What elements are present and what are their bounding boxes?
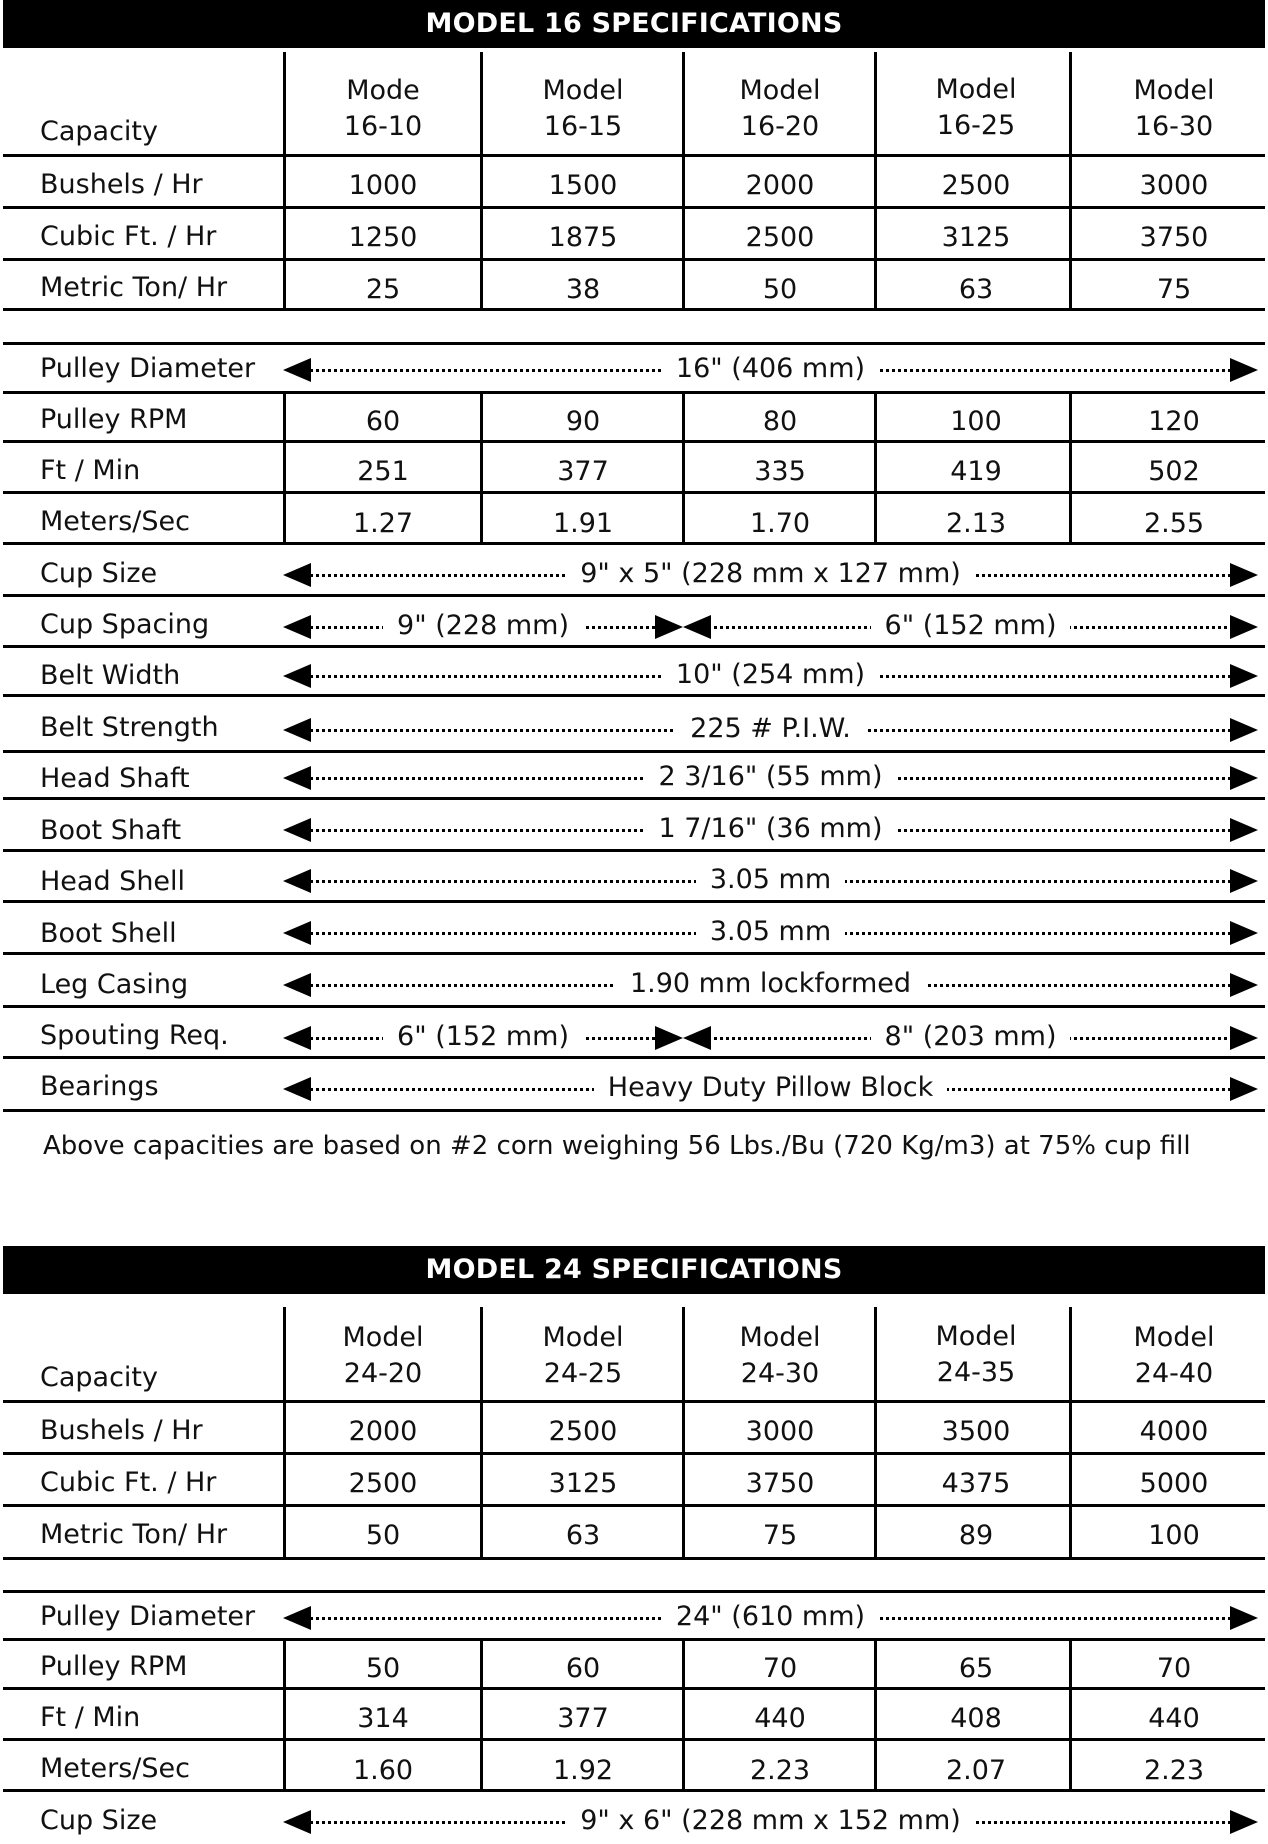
col-divider [480, 1638, 483, 1789]
row-rule [3, 1005, 1265, 1008]
row-rule [3, 308, 1265, 311]
row-label: Ft / Min [40, 455, 141, 486]
table-cell: 1.91 [552, 508, 614, 539]
table-cell: 1.27 [352, 508, 414, 539]
table-cell: 440 [754, 1703, 806, 1734]
row-rule [3, 1504, 1265, 1507]
table-cell: 50 [365, 1653, 401, 1684]
table-cell: 377 [557, 1703, 609, 1734]
col-divider [480, 391, 483, 542]
model-header: Model 24-20 [342, 1322, 424, 1389]
model-header: Model 16-20 [739, 75, 821, 142]
table-cell: 419 [950, 456, 1002, 487]
row-label: Spouting Req. [40, 1020, 229, 1051]
row-rule [3, 154, 1265, 157]
table-cell: 3500 [941, 1416, 1011, 1447]
table-cell: 1.60 [352, 1755, 414, 1786]
row-label: Meters/Sec [40, 1753, 190, 1784]
table-cell: 408 [950, 1703, 1002, 1734]
table-cell: 2.13 [945, 508, 1007, 539]
span-value: 16" (406 mm) [283, 355, 1258, 385]
row-rule [3, 750, 1265, 753]
row-rule [3, 391, 1265, 394]
row-label: Belt Strength [40, 712, 219, 743]
col-divider [283, 1307, 286, 1558]
table-cell: 1500 [548, 170, 618, 201]
model-header: Model 24-25 [542, 1322, 624, 1389]
row-rule [3, 206, 1265, 209]
row-rule [3, 900, 1265, 903]
table-cell: 50 [365, 1520, 401, 1551]
span-value: 9" x 5" (228 mm x 127 mm) [283, 560, 1258, 590]
table-cell: 75 [762, 1520, 798, 1551]
span-value-right: 8" (203 mm) [683, 1023, 1258, 1053]
table-cell: 1875 [548, 222, 618, 253]
row-rule [3, 258, 1265, 261]
table-cell: 75 [1156, 274, 1192, 305]
table-cell: 60 [365, 406, 401, 437]
table-cell: 63 [958, 274, 994, 305]
col-divider [682, 258, 685, 309]
table-cell: 50 [762, 274, 798, 305]
row-rule [3, 849, 1265, 852]
row-label: Pulley Diameter [40, 1601, 256, 1632]
table-cell: 2500 [941, 170, 1011, 201]
span-value: 3.05 mm [283, 866, 1258, 896]
table-cell: 251 [357, 456, 409, 487]
table-cell: 5000 [1139, 1468, 1209, 1499]
col-divider [283, 258, 286, 309]
span-value: 1 7/16" (36 mm) [283, 815, 1258, 845]
span-value: 225 # P.I.W. [283, 715, 1258, 745]
table-cell: 65 [958, 1653, 994, 1684]
row-label: Bushels / Hr [40, 169, 203, 200]
span-value-left: 9" (228 mm) [283, 612, 683, 642]
table-cell: 3000 [745, 1416, 815, 1447]
table-cell: 80 [762, 406, 798, 437]
row-label: Cubic Ft. / Hr [40, 1467, 217, 1498]
row-label: Leg Casing [40, 969, 189, 1000]
row-rule [3, 1590, 1265, 1593]
model-header: Model 24-40 [1133, 1322, 1215, 1389]
table-cell: 377 [557, 456, 609, 487]
table-cell: 60 [565, 1653, 601, 1684]
span-value-right: 6" (152 mm) [683, 612, 1258, 642]
row-rule [3, 645, 1265, 648]
table-cell: 2000 [348, 1416, 418, 1447]
col-divider [480, 1307, 483, 1558]
row-rule [3, 694, 1265, 697]
table-cell: 3000 [1139, 170, 1209, 201]
table-cell: 2500 [348, 1468, 418, 1499]
table-cell: 314 [357, 1703, 409, 1734]
model16-title: MODEL 16 SPECIFICATIONS [3, 0, 1265, 48]
model-header: Mode 16-10 [343, 75, 423, 142]
model-header: Model 16-30 [1133, 75, 1215, 142]
model24-title: MODEL 24 SPECIFICATIONS [3, 1246, 1265, 1294]
table-cell: 1250 [348, 222, 418, 253]
table-cell: 3750 [745, 1468, 815, 1499]
col-divider [283, 52, 286, 263]
table-cell: 63 [565, 1520, 601, 1551]
table-cell: 2.23 [749, 1755, 811, 1786]
table-cell: 3750 [1139, 222, 1209, 253]
table-cell: 2.55 [1143, 508, 1205, 539]
table-cell: 4000 [1139, 1416, 1209, 1447]
col-divider [283, 391, 286, 542]
table-cell: 335 [754, 456, 806, 487]
capacity-header: Capacity [40, 1362, 158, 1393]
table-cell: 38 [565, 274, 601, 305]
row-rule [3, 594, 1265, 597]
row-label: Cup Size [40, 558, 158, 589]
span-value: Heavy Duty Pillow Block [283, 1074, 1258, 1104]
row-label: Cup Spacing [40, 609, 210, 640]
model-header: Model 24-35 [935, 1321, 1017, 1388]
table-cell: 70 [762, 1653, 798, 1684]
model-header: Model 16-15 [542, 75, 624, 142]
span-value: 10" (254 mm) [283, 661, 1258, 691]
model-header: Model 24-30 [739, 1322, 821, 1389]
footnote: Above capacities are based on #2 corn weighing 56 Lbs./Bu (720 Kg/m3) at 75% cup fill [43, 1131, 1191, 1161]
col-divider [283, 1638, 286, 1789]
table-cell: 2.07 [945, 1755, 1007, 1786]
table-cell: 2000 [745, 170, 815, 201]
span-value: 9" x 6" (228 mm x 152 mm) [283, 1807, 1258, 1837]
row-rule [3, 1738, 1265, 1741]
row-label: Boot Shaft [40, 815, 182, 846]
row-label: Pulley RPM [40, 1651, 188, 1682]
table-cell: 3125 [548, 1468, 618, 1499]
row-label: Cup Size [40, 1805, 158, 1836]
span-value: 24" (610 mm) [283, 1603, 1258, 1633]
table-cell: 440 [1148, 1703, 1200, 1734]
row-rule [3, 1452, 1265, 1455]
row-label: Belt Width [40, 660, 181, 691]
row-label: Bearings [40, 1071, 159, 1102]
row-label: Head Shaft [40, 763, 190, 794]
table-cell: 25 [365, 274, 401, 305]
table-cell: 1000 [348, 170, 418, 201]
row-rule [3, 491, 1265, 494]
row-label: Boot Shell [40, 918, 177, 949]
col-divider [480, 52, 483, 263]
row-label: Head Shell [40, 866, 186, 897]
capacity-header: Capacity [40, 116, 158, 147]
row-rule [3, 952, 1265, 955]
col-divider [480, 258, 483, 309]
model-header: Model 16-25 [935, 74, 1017, 141]
row-rule [3, 1400, 1265, 1403]
table-cell: 100 [1148, 1520, 1200, 1551]
span-value: 2 3/16" (55 mm) [283, 763, 1258, 793]
span-value-left: 6" (152 mm) [283, 1023, 683, 1053]
table-cell: 90 [565, 406, 601, 437]
row-rule [3, 342, 1265, 345]
table-cell: 3125 [941, 222, 1011, 253]
table-cell: 2.23 [1143, 1755, 1205, 1786]
table-cell: 100 [950, 406, 1002, 437]
row-rule [3, 797, 1265, 800]
table-cell: 70 [1156, 1653, 1192, 1684]
row-rule [3, 440, 1265, 443]
table-cell: 89 [958, 1520, 994, 1551]
row-label: Metric Ton/ Hr [40, 272, 228, 303]
col-divider [1069, 258, 1072, 309]
table-cell: 502 [1148, 456, 1200, 487]
row-rule [3, 1109, 1265, 1112]
row-label: Metric Ton/ Hr [40, 1519, 228, 1550]
row-rule [3, 1789, 1265, 1792]
row-label: Ft / Min [40, 1702, 141, 1733]
row-label: Pulley Diameter [40, 353, 256, 384]
row-label: Meters/Sec [40, 506, 190, 537]
row-rule [3, 1557, 1265, 1560]
span-value: 1.90 mm lockformed [283, 970, 1258, 1000]
row-rule [3, 1056, 1265, 1059]
table-cell: 2500 [548, 1416, 618, 1447]
col-divider [874, 258, 877, 309]
row-label: Pulley RPM [40, 404, 188, 435]
table-cell: 4375 [941, 1468, 1011, 1499]
row-label: Cubic Ft. / Hr [40, 221, 217, 252]
row-rule [3, 1687, 1265, 1690]
span-value: 3.05 mm [283, 918, 1258, 948]
table-cell: 2500 [745, 222, 815, 253]
table-cell: 1.70 [749, 508, 811, 539]
row-rule [3, 1638, 1265, 1641]
table-cell: 1.92 [552, 1755, 614, 1786]
row-label: Bushels / Hr [40, 1415, 203, 1446]
table-cell: 120 [1148, 406, 1200, 437]
row-rule [3, 542, 1265, 545]
